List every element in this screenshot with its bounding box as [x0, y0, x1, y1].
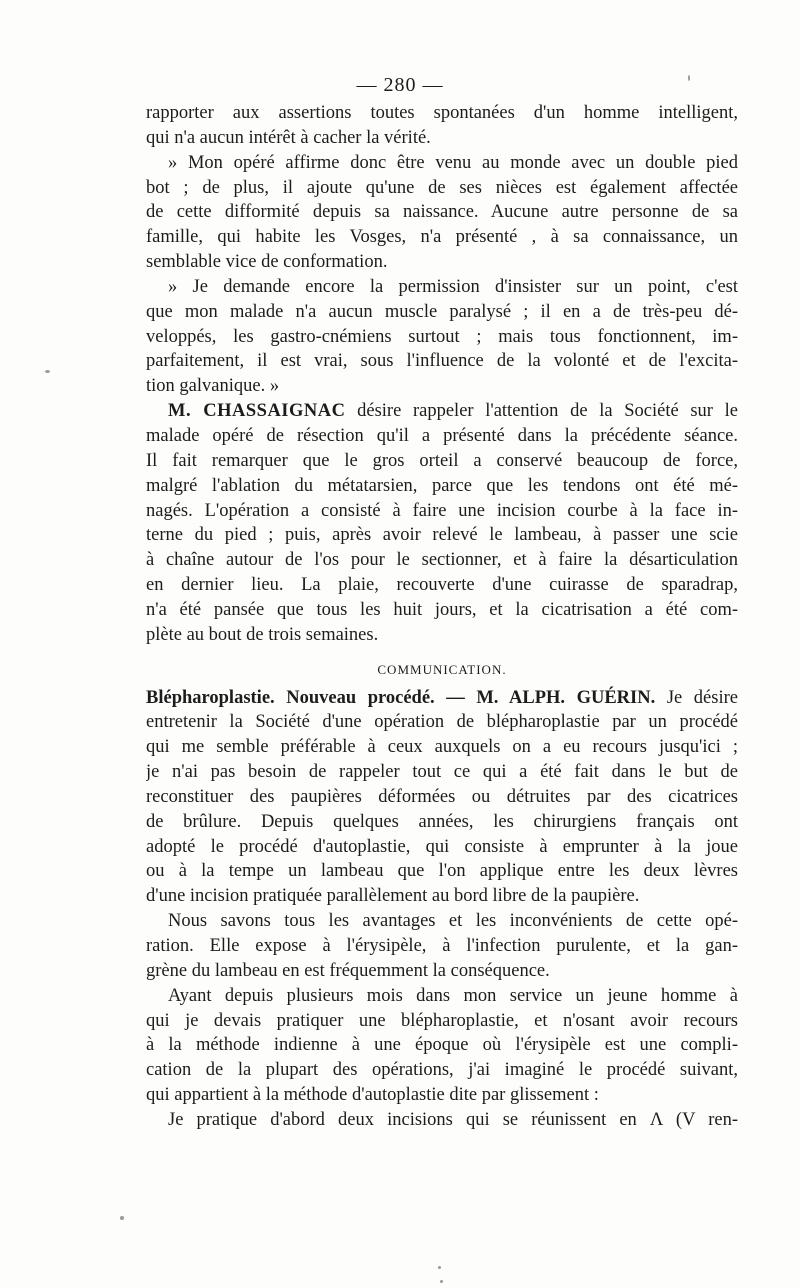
text-line: Ayant depuis plusieurs mois dans mon service un jeune homme à: [168, 985, 738, 1006]
text-line: qui n'a aucun intérêt à cacher la vérité.: [146, 127, 431, 148]
text-line: COMMUNICATION.: [377, 661, 507, 677]
paper-speck: [120, 1216, 124, 1220]
text-line: je n'ai pas besoin de rappeler tout ce qui a été fait dans le but de: [146, 762, 738, 783]
paper-speck: [688, 75, 690, 81]
text-line: veloppés, les gastro-cnémiens surtout ; mais tous fonctionnent, im-: [146, 326, 738, 347]
text-line: parfaitement, il est vrai, sous l'influence de la volonté et de l'excita-: [146, 351, 738, 372]
text-line: ou à la tempe un lambeau que l'on applique entre les deux lèvres: [146, 861, 738, 882]
text-line: [146, 399, 738, 424]
paper-speck: [45, 370, 50, 373]
section-title: Blépharoplastie. Nouveau procédé. — M. ALPH. GUÉRIN.: [146, 687, 656, 708]
text-line: entretenir la Société d'une opération de blépharoplastie par un procédé: [146, 712, 738, 733]
text-line: n'a été pansée que tous les huit jours, et la cicatrisation a été com-: [146, 599, 738, 620]
paper-speck: [438, 1266, 441, 1269]
text-line: Nous savons tous les avantages et les inconvénients de cette opé-: [168, 911, 738, 932]
text-line: » Je demande encore la permission d'insister sur un point, c'est: [168, 276, 738, 297]
text-line: reconstituer des paupières déformées ou détruites par des cicatrices: [146, 786, 738, 807]
text-line: qui me semble préférable à ceux auxquels on a eu recours jusqu'ici ;: [146, 737, 738, 758]
text-line: ration. Elle expose à l'érysipèle, à l'infection purulente, et la gan-: [146, 936, 738, 956]
text-line: en dernier lieu. La plaie, recouverte d'une cuirasse de sparadrap,: [146, 575, 738, 596]
text-line: qui je devais pratiquer une blépharoplastie, et n'osant avoir recours: [146, 1010, 738, 1031]
text-line: terne du pied ; puis, après avoir relevé le lambeau, à passer une scie: [146, 525, 738, 546]
text-line: famille, qui habite les Vosges, n'a présenté , à sa connaissance, un: [146, 227, 738, 248]
text-line: qui appartient à la méthode d'autoplastie dite par glissement :: [146, 1085, 599, 1106]
line-text: Je désire: [655, 687, 738, 708]
text-line: à chaîne autour de l'os pour le sectionner, et à faire la désarticulation: [146, 550, 738, 571]
text-line: d'une incision pratiquée parallèlement au bord libre de la paupière.: [146, 886, 640, 907]
text-line: [146, 686, 738, 711]
text-line: nagés. L'opération a consisté à faire une incision courbe à la face in-: [146, 500, 738, 521]
text-line: de brûlure. Depuis quelques années, les chirurgiens français ont: [146, 811, 738, 832]
text-line: » Mon opéré affirme donc être venu au monde avec un double pied: [168, 152, 738, 173]
speaker-name: M. CHASSAIGNAC: [168, 401, 346, 422]
text-line: plète au bout de trois semaines.: [146, 624, 379, 645]
text-line: cation de la plupart des opérations, j'ai imaginé le procédé suivant,: [146, 1060, 738, 1081]
paper-speck: [440, 1280, 443, 1283]
text-line: semblable vice de conformation.: [146, 252, 388, 273]
text-line: grène du lambeau en est fréquemment la conséquence.: [146, 960, 550, 981]
text-line: adopté le procédé d'autoplastie, qui consiste à emprunter à la joue: [146, 836, 738, 857]
text-line: bot ; de plus, il ajoute qu'une de ses nièces est également affectée: [146, 177, 738, 198]
line-text: désire rappeler l'attention de la Société sur le: [345, 401, 738, 422]
text-line: malgré l'ablation du métatarsien, parce que les tendons ont été mé-: [146, 475, 738, 496]
text-line: rapporter aux assertions toutes spontanées d'un homme intelligent,: [146, 103, 738, 123]
page-number: — 280 —: [356, 74, 444, 96]
text-line: de cette difformité depuis sa naissance. Aucune autre personne de sa: [146, 202, 738, 223]
text-line: à la méthode indienne à une époque où l'érysipèle est une compli-: [146, 1035, 738, 1056]
body-text: [146, 101, 738, 1133]
text-line: malade opéré de résection qu'il a présenté dans la précédente séance.: [146, 425, 738, 446]
text-line: que mon malade n'a aucun muscle paralysé ; il en a de très-peu dé-: [146, 301, 738, 322]
text-line: tion galvanique. »: [146, 376, 280, 397]
text-line: Il fait remarquer que le gros orteil a conservé beaucoup de force,: [146, 450, 738, 471]
text-line: Je pratique d'abord deux incisions qui se réunissent en Λ (V ren-: [168, 1109, 738, 1130]
